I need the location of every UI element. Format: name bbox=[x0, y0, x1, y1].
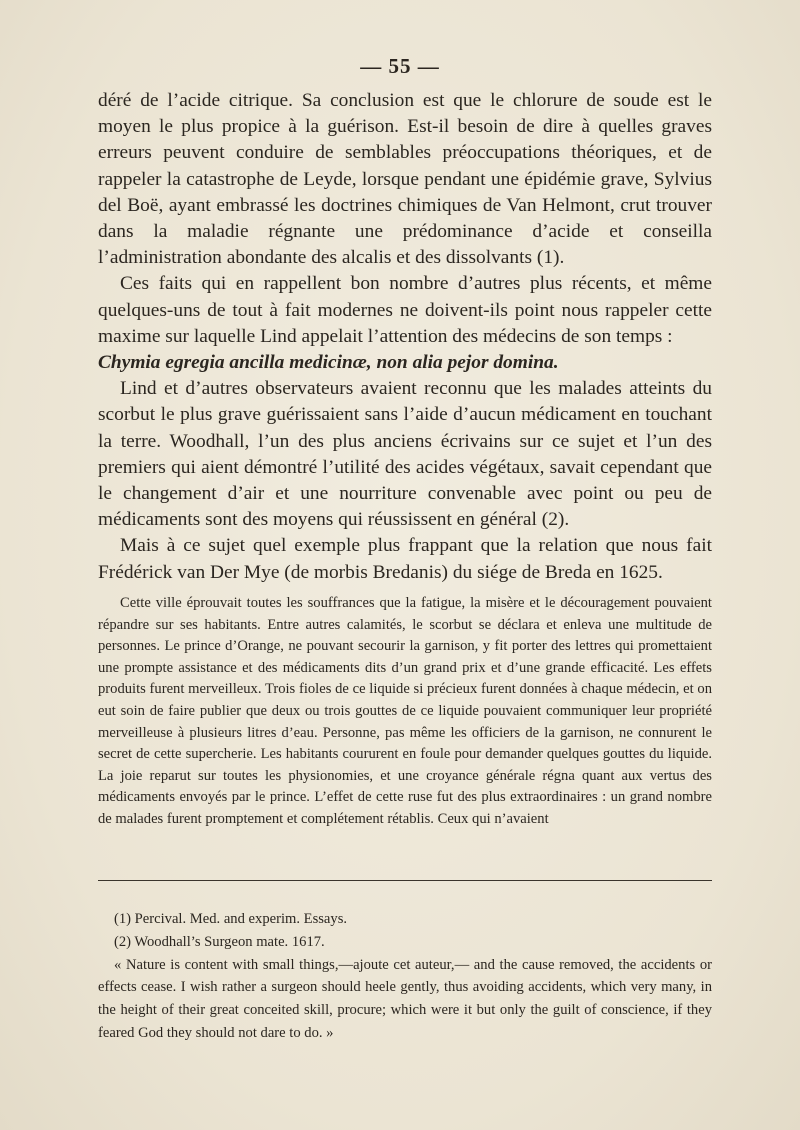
footnote-2: (2) Woodhall’s Surgeon mate. 1617. bbox=[114, 933, 325, 950]
footnotes bbox=[98, 908, 712, 1045]
paragraph-3: Lind et d’autres observateurs avaient reconnu que les malades atteints du scorbut le plus grave guérissaient sans l’aide d’aucun médicament en touchant la terre. Woodhall, l’un des plus anciens écrivains sur ce sujet et l’un des premiers qui aient démontré l’utilité des acides végétaux, savait cependant que le changement d’air et une nourriture convenable avec point ou peu de médicaments sont des moyens qui réussissent en général (2). bbox=[98, 378, 712, 531]
footnote-2-quote: « Nature is content with small things,—ajoute cet auteur,— and the cause removed, the accidents or effects cease. I wish rather a surgeon should heele gently, thus avoiding accidents, which very many, in the height of their great conceited skill, procure; which were it but only the guilt of conscience, if they feared God they should not dare to do. » bbox=[98, 956, 712, 1041]
quoted-passage bbox=[98, 593, 712, 831]
footnote-divider bbox=[98, 880, 712, 881]
footnote-1: (1) Percival. Med. and experim. Essays. bbox=[114, 911, 348, 927]
paragraph-2-text: Ces faits qui en rappellent bon nombre d’autres plus récents, et même quelques-uns de tout à fait modernes ne doivent-ils point nous rappeler cette maxime sur laquelle Lind appelait l’attention des médecins de son temps : bbox=[98, 273, 712, 347]
paragraph-1: déré de l’acide citrique. Sa conclusion est que le chlorure de soude est le moyen le plus propice à la guérison. Est-il besoin de dire à quelles graves erreurs peuvent conduire de semblables préoccupations théoriques, et de rappeler la catastrophe de Leyde, lorsque pendant une épidémie grave, Sylvius del Boë, ayant embrassé les doctrines chimiques de Van Helmont, crut trouver dans la maladie régnante une prédominance d’acide et conseilla l’administration abondante des alcalis et des dissolvants (1). bbox=[98, 90, 712, 269]
paragraph-4: Mais à ce sujet quel exemple plus frappant que la relation que nous fait Frédérick van Der Mye (de morbis Bredanis) du siége de Breda en 1625. bbox=[98, 535, 712, 583]
paragraph-2 bbox=[98, 271, 712, 376]
main-text bbox=[98, 88, 712, 586]
page-number: — 55 — bbox=[360, 54, 440, 78]
quote-paragraph: Cette ville éprouvait toutes les souffrances que la fatigue, la misère et le découragement pouvaient répandre sur ses habitants. Entre autres calamités, le scorbut se déclara et enleva une multitude de personnes. Le prince d’Orange, ne pouvant secourir la garnison, y fit porter des lettres qui promettaient une prompte assistance et des médicaments dits d’un grand prix et d’une grande efficacité. Les effets produits furent merveilleux. Trois fioles de ce liquide si précieux furent données à chaque médecin, et on eut soin de faire publier que deux ou trois gouttes de ce liquide pouvaient communiquer leur propriété merveilleuse à plusieurs litres d’eau. Personne, pas même les officiers de la garnison, ne connurent le secret de cette supercherie. Les habitants coururent en foule pour demander quelques gouttes du liquide. La joie reparut sur toutes les physionomies, et une croyance générale régna quant aux vertus des médicaments envoyés par le prince. L’effet de cette ruse fut des plus extraordinaires : un grand nombre de malades furent promptement et complétement rétablis. Ceux qui n’avaient bbox=[98, 595, 712, 827]
latin-maxim: Chymia egregia ancilla medicinæ, non alia pejor domina. bbox=[98, 352, 559, 374]
